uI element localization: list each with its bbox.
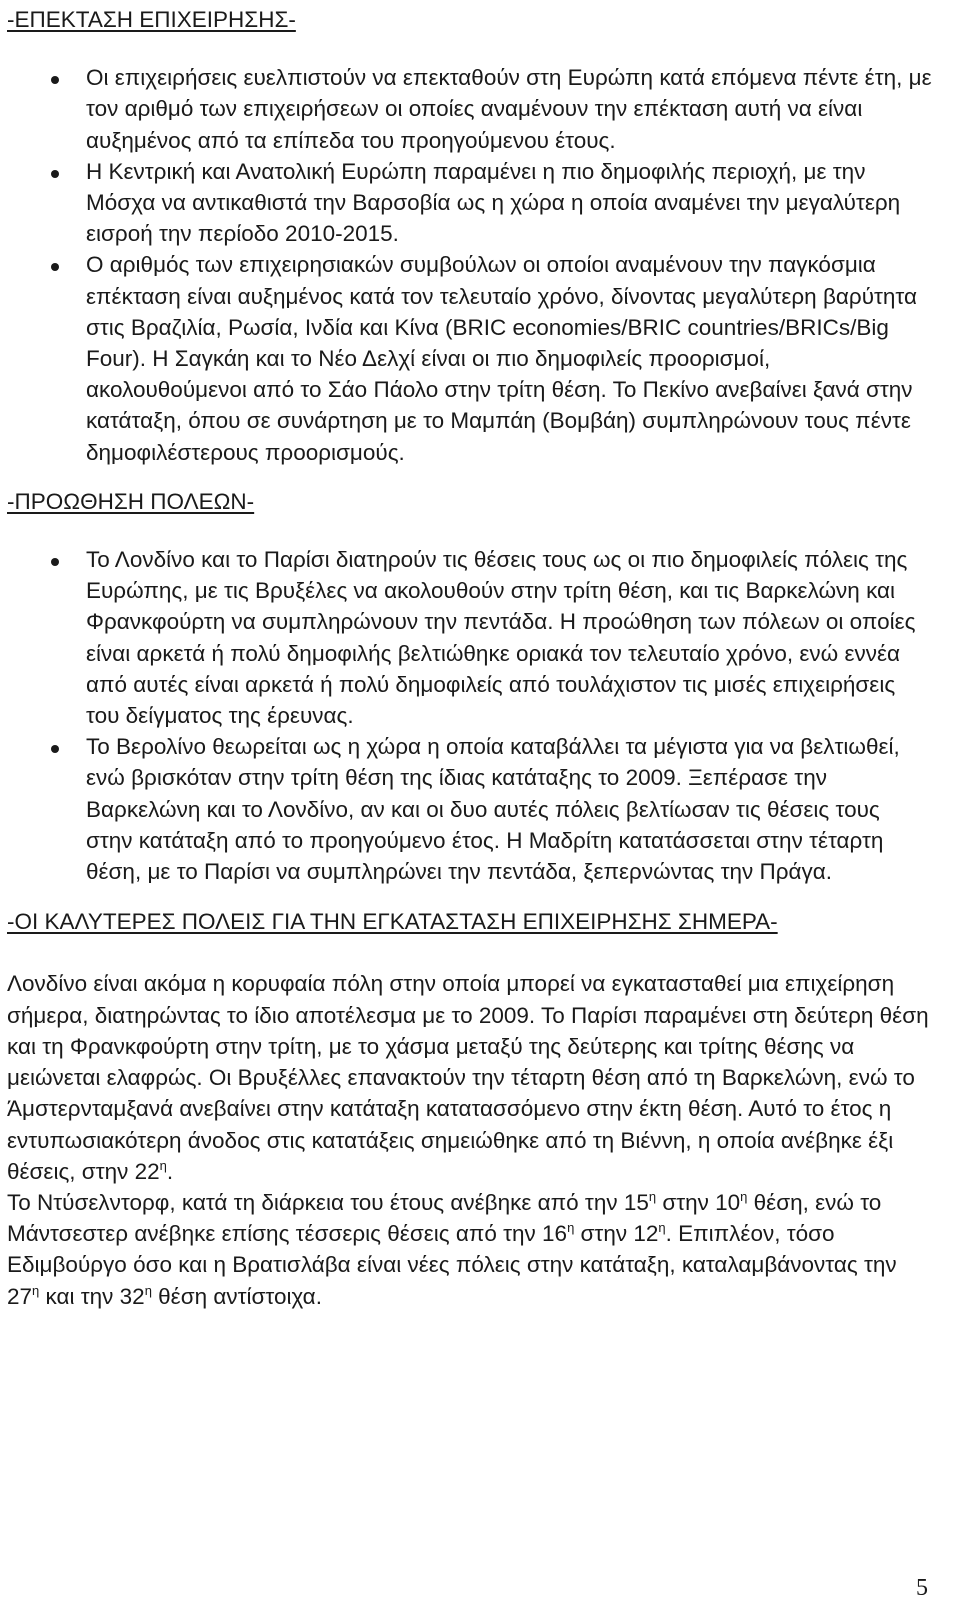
section-heading-city-promotion: -ΠΡΟΩΘΗΣΗ ΠΟΛΕΩΝ-: [7, 488, 255, 514]
bullet-text: Οι επιχειρήσεις ευελπιστούν να επεκταθούν στη Ευρώπη κατά επόμενα πέντε έτη, με τον αριθμό των επιχειρήσεων οι οποίες αναμένουν την επέκταση αυτή να είναι αυξημένος από τα επίπεδα του προηγούμενου έτους.: [86, 65, 932, 153]
section-heading-business-expansion: -ΕΠΕΚΤΑΣΗ ΕΠΙΧΕΙΡΗΣΗΣ-: [7, 7, 296, 32]
list-item: [86, 62, 932, 156]
bullet-icon: [51, 558, 59, 566]
paragraph-text: στην 10: [656, 1189, 741, 1215]
bullet-list-promotion: [7, 544, 932, 887]
paragraph-text: και την 32: [39, 1283, 145, 1309]
document-page: [7, 4, 932, 1312]
paragraph-text: θέση αντίστοιχα.: [151, 1283, 322, 1309]
list-item: [86, 544, 932, 731]
paragraph-text: στην 12: [574, 1221, 659, 1247]
list-item: [86, 731, 932, 887]
ordinal-superscript: η: [567, 1220, 575, 1236]
body-paragraphs: [7, 968, 932, 1311]
bullet-text: Το Βερολίνο θεωρείται ως η χώρα η οποία καταβάλλει τα μέγιστα για να βελτιωθεί, ενώ βρισκόταν στην τρίτη θέση της ίδιας κατάταξης το 2009. Ξεπέρασε την Βαρκελώνη και το Λονδίνο, αν και οι δυο αυτές πόλεις βελτίωσαν τις θέσεις τους στην κατάταξη από το προηγούμενο έτος. Η Μαδρίτη κατατάσσεται στην τέταρτη θέση, με το Παρίσι να συμπληρώνει την πεντάδα, ξεπερνώντας την Πράγα.: [86, 734, 900, 885]
bullet-icon: [51, 170, 59, 178]
ordinal-superscript: η: [32, 1282, 40, 1298]
ordinal-superscript: η: [144, 1282, 152, 1298]
paragraph-text: . Επιπλέον, τόσο Εδιμβούργο όσο και η Βρατισλάβα είναι νέες πόλεις στην κατάταξη, καταλαμβάνοντας την 27: [7, 1221, 897, 1309]
bullet-text: Η Κεντρική και Ανατολική Ευρώπη παραμένει η πιο δημοφιλής περιοχή, με την Μόσχα να αντικαθιστά την Βαρσοβία ως η χώρα η οποία αναμένει την μεγαλύτερη εισροή την περίοδο 2010-2015.: [86, 158, 901, 247]
paragraph-text: Το Ντύσελντορφ, κατά τη διάρκεια του έτους ανέβηκε από την 15: [7, 1189, 649, 1215]
ordinal-superscript: η: [658, 1220, 666, 1236]
paragraph-text: .: [166, 1158, 174, 1184]
bullet-icon: [51, 745, 59, 753]
ordinal-superscript: η: [648, 1188, 657, 1204]
ordinal-superscript: η: [740, 1188, 748, 1204]
list-item: [86, 156, 932, 250]
paragraph-dusseldorf: [7, 1187, 932, 1312]
paragraph-text: Λονδίνο είναι ακόμα η κορυφαία πόλη στην οποία μπορεί να εγκατασταθεί μια επιχείρηση σήμερα, διατηρώντας το ίδιο αποτέλεσμα με το 2009. Το Παρίσι παραμένει στη δεύτερη θέση και τη Φρανκφούρτη στην τρίτη, με το χάσμα μεταξύ της δεύτερης και τρίτης θέσης να μειώνεται ελαφρώς. Οι Βρυξέλλες επανακτούν την τέταρτη θέση από τη Βαρκελώνη, ενώ το Άμστερνταμξανά ανεβαίνει στην κατάταξη κατατασσόμενο στην έκτη θέση. Αυτό το έτος η εντυπωσιακότερη άνοδος στις κατατάξεις σημειώθηκε από τη Βιέννη, η οποία ανέβηκε έξι θέσεις, στην 22: [7, 971, 929, 1184]
page-number: 5: [916, 1575, 928, 1601]
bullet-icon: [51, 263, 59, 271]
section-heading-best-cities: -ΟΙ ΚΑΛΥΤΕΡΕΣ ΠΟΛΕΙΣ ΓΙΑ ΤΗΝ ΕΓΚΑΤΑΣΤΑΣΗ ΕΠΙΧΕΙΡΗΣΗΣ ΣΗΜΕΡΑ-: [7, 909, 778, 935]
paragraph-text: θέση, ενώ το Μάντσεστερ ανέβηκε επίσης τέσσερις θέσεις από την 16: [7, 1189, 882, 1247]
bullet-icon: [51, 76, 59, 84]
ordinal-superscript: η: [159, 1157, 167, 1173]
bullet-text: Ο αριθμός των επιχειρησιακών συμβούλων οι οποίοι αναμένουν την παγκόσμια επέκταση είναι αυξημένος κατά τον τελευταίο χρόνο, δίνοντας μεγαλύτερη βαρύτητα στις Βραζιλία, Ρωσία, Ινδία και Κίνα (BRIC economies/BRIC countries/BRICs/Big Four). Η Σαγκάη και το Νέο Δελχί είναι οι πιο δημοφιλείς προορισμοί, ακολουθούμενοι από το Σάο Πάολο στην τρίτη θέση. Το Πεκίνο ανεβαίνει ξανά στην κατάταξη, όπου σε συνάρτηση με το Μαμπάη (Βομβάη) συμπληρώνουν τους πέντε δημοφιλέστερους προορισμούς.: [86, 252, 917, 465]
list-item: [86, 249, 932, 467]
paragraph-london: [7, 968, 932, 1186]
bullet-text: Το Λονδίνο και το Παρίσι διατηρούν τις θέσεις τους ως οι πιο δημοφιλείς πόλεις της Ευρώπης, με τις Βρυξέλες να ακολουθούν στην τρίτη θέση, και τις Βαρκελώνη και Φρανκφούρτη να συμπληρώνουν την πεντάδα. Η προώθηση των πόλεων οι οποίες είναι αρκετά ή πολύ δημοφιλής βελτιώθηκε οριακά τον τελευταίο χρόνο, ενώ εννέα από αυτές είναι αρκετά ή πολύ δημοφιλείς από τουλάχιστον τις μισές επιχειρήσεις του δείγματος της έρευνας.: [86, 547, 916, 729]
bullet-list-expansion: [7, 62, 932, 468]
